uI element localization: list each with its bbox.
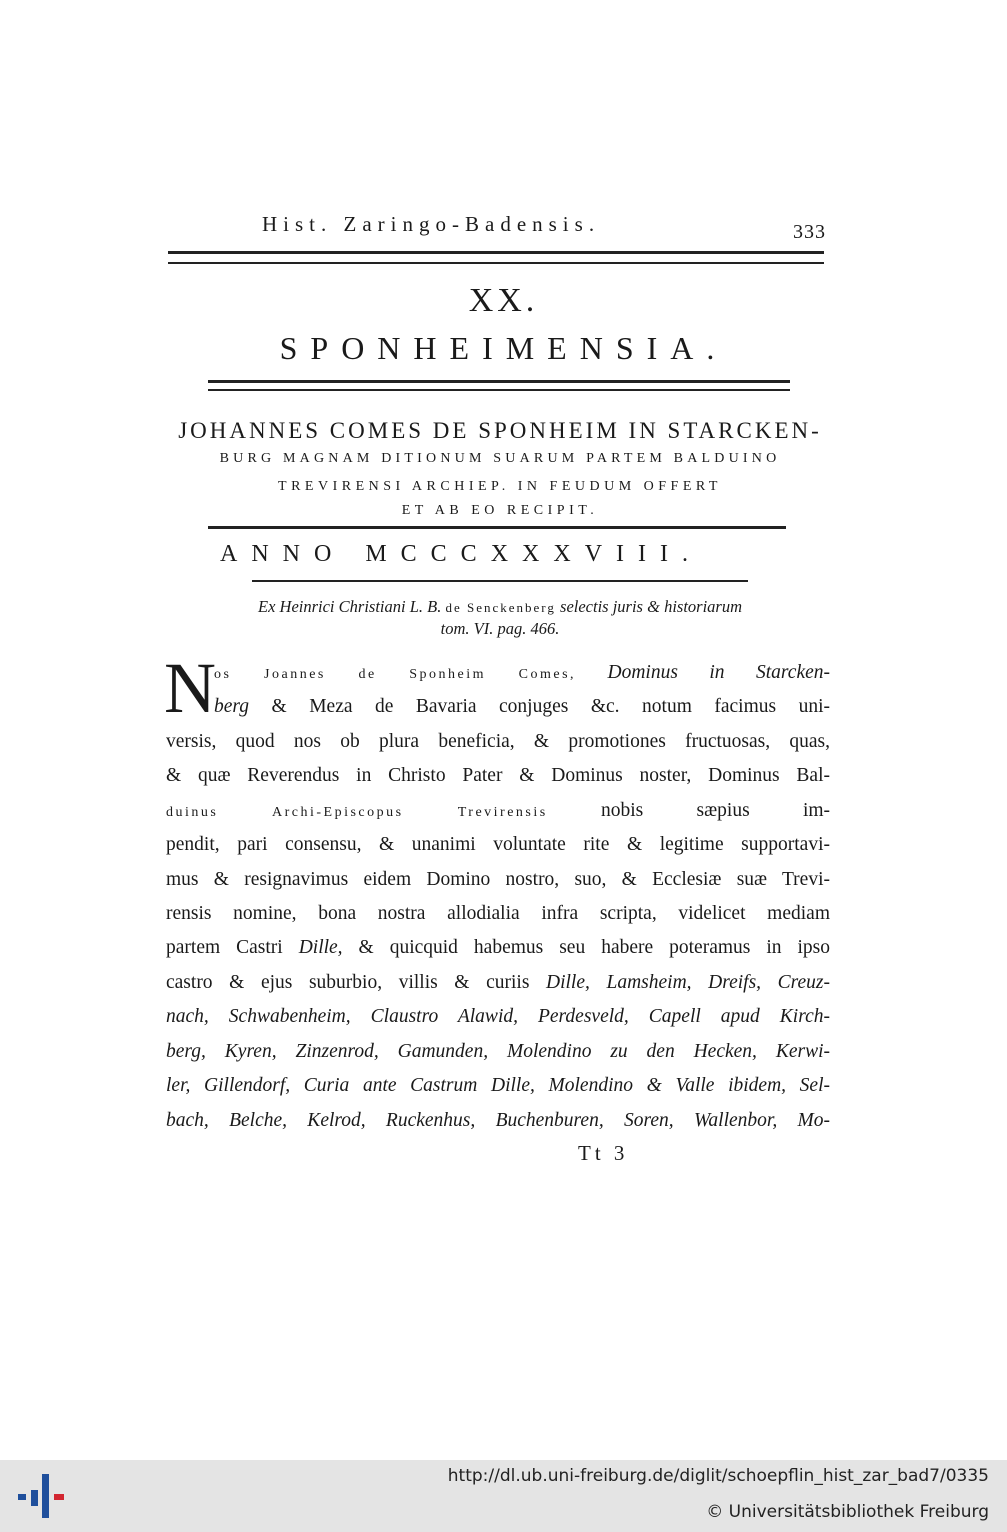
page-number: 333 xyxy=(793,221,826,243)
source-part-3: selectis juris & historiarum xyxy=(560,597,742,616)
text-line-2: berg & Meza de Bavaria conjuges &c. notum facimus uni- xyxy=(214,696,831,717)
drop-initial: N xyxy=(164,648,216,728)
rubric-line-4: ET AB EO RECIPIT. xyxy=(401,503,599,518)
text-line-3: versis, quod nos ob plura beneficia, & promotiones fructuosas, quas, xyxy=(166,731,830,752)
anno-rule xyxy=(252,580,748,582)
source-citation xyxy=(166,596,834,619)
chapter-number: XX. xyxy=(468,282,539,319)
anno-date: ANNO MCCCXXXVIII. xyxy=(220,541,702,567)
source-citation-line-2: tom. VI. pag. 466. xyxy=(440,619,560,638)
title-rule-top xyxy=(208,380,790,383)
source-part-1: Ex Heinrici Christiani L. B. xyxy=(258,597,442,616)
copyright-notice: © Universitätsbibliothek Freiburg xyxy=(706,1502,989,1522)
library-logo-icon xyxy=(18,1470,66,1522)
text-line-11: nach, Schwabenheim, Claustro Alawid, Perdesveld, Capell apud Kirch- xyxy=(166,1006,830,1027)
title-rule-bottom xyxy=(208,389,790,391)
running-header xyxy=(262,212,600,237)
rubric-rule xyxy=(208,526,786,529)
text-line-13: ler, Gillendorf, Curia ante Castrum Dille, Molendino & Valle ibidem, Sel- xyxy=(166,1075,830,1096)
header-rule-top xyxy=(168,251,824,254)
text-line-14: bach, Belche, Kelrod, Ruckenhus, Buchenburen, Soren, Wallenbor, Mo- xyxy=(166,1110,830,1131)
text-line-5: duinus Archi-Episcopus Trevirensis nobis sæpius im- xyxy=(166,800,831,821)
rubric-line-2: BURG MAGNAM DITIONUM SUARUM PARTEM BALDUINO xyxy=(219,451,781,466)
text-line-4: & quæ Reverendus in Christo Pater & Dominus noster, Dominus Bal- xyxy=(166,765,830,786)
rubric-line-1: JOHANNES COMES DE SPONHEIM IN STARCKEN- xyxy=(178,418,822,443)
rubric-line-3: TREVIRENSI ARCHIEP. IN FEUDUM OFFERT xyxy=(278,479,722,494)
running-title-abbrev: Hist. xyxy=(262,212,333,236)
running-title: Zaringo-Badensis. xyxy=(343,212,601,236)
text-line-9: partem Castri Dille, & quicquid habemus seu habere poteramus in ipso xyxy=(166,937,830,958)
text-line-8: rensis nomine, bona nostra allodialia infra scripta, videlicet mediam xyxy=(166,903,830,924)
text-line-1: os Joannes de Sponheim Comes, Dominus in Starcken- xyxy=(214,662,830,683)
text-line-6: pendit, pari consensu, & unanimi voluntate rite & legitime supportavi- xyxy=(166,834,830,855)
chapter-title: SPONHEIMENSIA. xyxy=(279,330,728,366)
text-line-7: mus & resignavimus eidem Domino nostro, suo, & Ecclesiæ suæ Trevi- xyxy=(166,869,830,890)
source-author-name: de Senckenberg xyxy=(445,600,556,615)
document-url-link[interactable]: http://dl.ub.uni-freiburg.de/diglit/schoepflin_hist_zar_bad7/0335 xyxy=(447,1466,989,1486)
header-rule-bottom xyxy=(168,262,824,264)
text-line-12: berg, Kyren, Zinzenrod, Gamunden, Molendino zu den Hecken, Kerwi- xyxy=(166,1041,830,1062)
text-line-10: castro & ejus suburbio, villis & curiis Dille, Lamsheim, Dreifs, Creuz- xyxy=(166,972,831,993)
signature-mark: Tt 3 xyxy=(578,1141,629,1165)
